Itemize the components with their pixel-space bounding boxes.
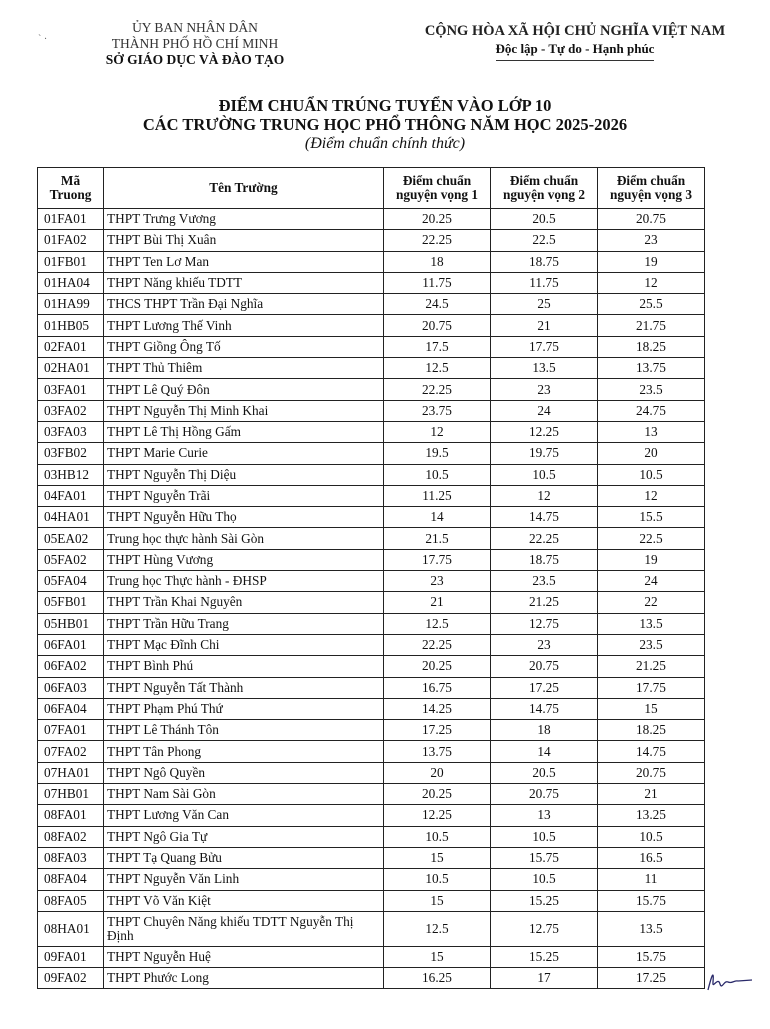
score-nv2-cell: 21.25	[491, 592, 598, 613]
score-nv1-cell: 22.25	[384, 230, 491, 251]
score-nv2-cell: 22.5	[491, 230, 598, 251]
score-nv1-cell: 16.75	[384, 677, 491, 698]
score-nv2-cell: 10.5	[491, 464, 598, 485]
score-nv2-cell: 20.5	[491, 762, 598, 783]
document-title-line-1: ĐIỂM CHUẨN TRÚNG TUYỂN VÀO LỚP 10	[218, 96, 552, 115]
score-nv2-cell: 10.5	[491, 826, 598, 847]
school-code-cell: 05FB01	[38, 592, 104, 613]
score-nv3-cell: 14.75	[598, 741, 705, 762]
department-name: SỞ GIÁO DỤC VÀ ĐÀO TẠO	[105, 52, 285, 67]
table-row	[38, 826, 705, 847]
school-name-cell: THPT Bùi Thị Xuân	[104, 230, 384, 251]
score-nv1-cell: 16.25	[384, 968, 491, 989]
score-nv3-cell: 23.5	[598, 379, 705, 400]
school-code-cell: 08FA05	[38, 890, 104, 911]
authority-line-2: THÀNH PHỐ HỒ CHÍ MINH	[111, 36, 279, 51]
score-nv2-cell: 23	[491, 379, 598, 400]
table-row	[38, 911, 705, 946]
score-nv3-cell: 19	[598, 251, 705, 272]
school-code-cell: 01FB01	[38, 251, 104, 272]
header-score-nv1	[384, 168, 491, 209]
score-nv2-cell: 17.75	[491, 336, 598, 357]
document-title-block	[0, 96, 770, 154]
authority-line-1: ỦY BAN NHÂN DÂN	[132, 20, 258, 35]
score-nv1-cell: 12	[384, 421, 491, 442]
score-nv2-cell: 15.25	[491, 946, 598, 967]
score-nv3-cell: 18.25	[598, 336, 705, 357]
score-nv2-cell: 23.5	[491, 571, 598, 592]
school-name-cell: THPT Giồng Ông Tố	[104, 336, 384, 357]
school-code-cell: 03HB12	[38, 464, 104, 485]
score-nv2-cell: 13	[491, 805, 598, 826]
motto-underline	[496, 60, 654, 61]
score-nv2-cell: 12.75	[491, 613, 598, 634]
score-nv3-cell: 16.5	[598, 847, 705, 868]
school-code-cell: 06FA01	[38, 634, 104, 655]
table-row	[38, 379, 705, 400]
table-row	[38, 464, 705, 485]
score-nv3-cell: 15.75	[598, 890, 705, 911]
score-nv3-cell: 25.5	[598, 294, 705, 315]
score-nv3-cell: 13.25	[598, 805, 705, 826]
school-code-cell: 08FA01	[38, 805, 104, 826]
score-nv2-cell: 17	[491, 968, 598, 989]
table-row	[38, 358, 705, 379]
school-code-cell: 03FA01	[38, 379, 104, 400]
school-code-cell: 06FA02	[38, 656, 104, 677]
score-nv2-cell: 18.75	[491, 549, 598, 570]
score-nv2-cell: 20.75	[491, 656, 598, 677]
table-row	[38, 968, 705, 989]
score-nv1-cell: 22.25	[384, 634, 491, 655]
school-name-cell: THPT Mạc Đĩnh Chi	[104, 634, 384, 655]
table-row	[38, 698, 705, 719]
score-nv1-cell: 23.75	[384, 400, 491, 421]
table-row	[38, 720, 705, 741]
table-row	[38, 209, 705, 230]
table-row	[38, 294, 705, 315]
score-nv2-cell: 17.25	[491, 677, 598, 698]
score-nv3-cell: 23.5	[598, 634, 705, 655]
school-code-cell: 01FA01	[38, 209, 104, 230]
header-school-code-line-2: Truong	[49, 187, 92, 202]
school-name-cell: THPT Nguyễn Tất Thành	[104, 677, 384, 698]
score-nv2-cell: 14	[491, 741, 598, 762]
signature-icon	[704, 968, 756, 996]
score-nv2-cell: 13.5	[491, 358, 598, 379]
school-code-cell: 03FA02	[38, 400, 104, 421]
score-nv3-cell: 13	[598, 421, 705, 442]
score-nv1-cell: 11.75	[384, 272, 491, 293]
school-code-cell: 07HB01	[38, 784, 104, 805]
header-nv3-line-1: Điểm chuẩn	[616, 173, 686, 188]
score-nv1-cell: 12.25	[384, 805, 491, 826]
score-nv3-cell: 20.75	[598, 209, 705, 230]
school-name-cell: THPT Lê Quý Đôn	[104, 379, 384, 400]
school-name-cell: THPT Nguyễn Thị Minh Khai	[104, 400, 384, 421]
school-name-cell: THPT Ngô Gia Tự	[104, 826, 384, 847]
school-name-cell: THPT Tân Phong	[104, 741, 384, 762]
score-nv3-cell: 19	[598, 549, 705, 570]
school-name-cell: THPT Marie Curie	[104, 443, 384, 464]
score-nv1-cell: 12.5	[384, 911, 491, 946]
score-nv2-cell: 12	[491, 485, 598, 506]
school-name-cell: THPT Lương Văn Can	[104, 805, 384, 826]
table-row	[38, 251, 705, 272]
score-nv2-cell: 22.25	[491, 528, 598, 549]
score-nv3-cell: 18.25	[598, 720, 705, 741]
score-nv2-cell: 14.75	[491, 698, 598, 719]
table-row	[38, 869, 705, 890]
school-code-cell: 04HA01	[38, 507, 104, 528]
table-row	[38, 784, 705, 805]
score-nv1-cell: 17.5	[384, 336, 491, 357]
score-nv3-cell: 21	[598, 784, 705, 805]
table-row	[38, 485, 705, 506]
school-name-cell: THPT Ngô Quyền	[104, 762, 384, 783]
national-header	[380, 22, 770, 61]
school-name-cell: THPT Phạm Phú Thứ	[104, 698, 384, 719]
score-nv3-cell: 23	[598, 230, 705, 251]
table-row	[38, 613, 705, 634]
table-row	[38, 656, 705, 677]
table-row	[38, 272, 705, 293]
school-name-cell: THPT Nguyễn Văn Linh	[104, 869, 384, 890]
table-row	[38, 400, 705, 421]
score-nv3-cell: 20	[598, 443, 705, 464]
score-nv1-cell: 22.25	[384, 379, 491, 400]
school-code-cell: 01FA02	[38, 230, 104, 251]
table-row	[38, 805, 705, 826]
score-nv3-cell: 13.5	[598, 911, 705, 946]
header-nv3-line-2: nguyện vọng 3	[609, 187, 693, 202]
score-nv3-cell: 21.75	[598, 315, 705, 336]
score-nv1-cell: 20.75	[384, 315, 491, 336]
score-nv2-cell: 15.25	[491, 890, 598, 911]
table-row	[38, 677, 705, 698]
school-code-cell: 05FA02	[38, 549, 104, 570]
school-name-cell: THPT Lương Thế Vinh	[104, 315, 384, 336]
table-row	[38, 741, 705, 762]
table-row	[38, 946, 705, 967]
table-row	[38, 847, 705, 868]
table-row	[38, 336, 705, 357]
score-nv3-cell: 12	[598, 272, 705, 293]
score-nv3-cell: 15.75	[598, 946, 705, 967]
school-code-cell: 05EA02	[38, 528, 104, 549]
score-nv1-cell: 20.25	[384, 209, 491, 230]
score-nv3-cell: 17.25	[598, 968, 705, 989]
school-name-cell: THPT Trần Khai Nguyên	[104, 592, 384, 613]
document-title-line-2: CÁC TRƯỜNG TRUNG HỌC PHỔ THÔNG NĂM HỌC 2025-2026	[142, 115, 628, 134]
school-name-cell: THPT Lê Thị Hồng Gấm	[104, 421, 384, 442]
school-name-cell: THPT Thủ Thiêm	[104, 358, 384, 379]
score-nv1-cell: 15	[384, 946, 491, 967]
score-nv3-cell: 24	[598, 571, 705, 592]
school-name-cell: THPT Nguyễn Huệ	[104, 946, 384, 967]
table-row	[38, 762, 705, 783]
school-code-cell: 08FA04	[38, 869, 104, 890]
score-nv2-cell: 24	[491, 400, 598, 421]
score-nv1-cell: 17.75	[384, 549, 491, 570]
school-code-cell: 01HA99	[38, 294, 104, 315]
score-nv1-cell: 12.5	[384, 613, 491, 634]
document-subtitle: (Điểm chuẩn chính thức)	[304, 135, 466, 152]
school-name-cell: THPT Hùng Vương	[104, 549, 384, 570]
score-nv3-cell: 15.5	[598, 507, 705, 528]
school-name-cell: THPT Nguyễn Trãi	[104, 485, 384, 506]
table-row	[38, 634, 705, 655]
table-row	[38, 507, 705, 528]
score-nv1-cell: 10.5	[384, 464, 491, 485]
score-nv1-cell: 20	[384, 762, 491, 783]
score-nv1-cell: 20.25	[384, 656, 491, 677]
score-nv1-cell: 21	[384, 592, 491, 613]
school-name-cell: THPT Nguyễn Thị Diệu	[104, 464, 384, 485]
score-nv3-cell: 12	[598, 485, 705, 506]
score-nv1-cell: 23	[384, 571, 491, 592]
school-code-cell: 08FA02	[38, 826, 104, 847]
school-code-cell: 09FA02	[38, 968, 104, 989]
score-nv2-cell: 18.75	[491, 251, 598, 272]
table-row	[38, 549, 705, 570]
score-nv1-cell: 20.25	[384, 784, 491, 805]
score-nv2-cell: 25	[491, 294, 598, 315]
admission-scores-table	[37, 167, 705, 989]
table-header-row	[38, 168, 705, 209]
school-code-cell: 05FA04	[38, 571, 104, 592]
header-school-name: Tên Trường	[104, 168, 384, 209]
score-nv1-cell: 10.5	[384, 869, 491, 890]
school-code-cell: 07FA02	[38, 741, 104, 762]
table-row	[38, 230, 705, 251]
score-nv2-cell: 15.75	[491, 847, 598, 868]
school-name-cell: THPT Bình Phú	[104, 656, 384, 677]
score-nv1-cell: 15	[384, 847, 491, 868]
score-nv3-cell: 10.5	[598, 826, 705, 847]
score-nv1-cell: 19.5	[384, 443, 491, 464]
school-code-cell: 06FA03	[38, 677, 104, 698]
school-code-cell: 08FA03	[38, 847, 104, 868]
school-code-cell: 02HA01	[38, 358, 104, 379]
score-nv2-cell: 12.75	[491, 911, 598, 946]
school-code-cell: 05HB01	[38, 613, 104, 634]
score-nv1-cell: 14	[384, 507, 491, 528]
header-score-nv2	[491, 168, 598, 209]
school-name-cell: Trung học thực hành Sài Gòn	[104, 528, 384, 549]
score-nv2-cell: 14.75	[491, 507, 598, 528]
school-code-cell: 03FB02	[38, 443, 104, 464]
school-name-cell: THPT Trần Hữu Trang	[104, 613, 384, 634]
score-nv2-cell: 21	[491, 315, 598, 336]
school-name-cell: THPT Ten Lơ Man	[104, 251, 384, 272]
score-nv1-cell: 10.5	[384, 826, 491, 847]
score-nv3-cell: 11	[598, 869, 705, 890]
score-nv1-cell: 12.5	[384, 358, 491, 379]
school-code-cell: 01HA04	[38, 272, 104, 293]
header-school-code-line-1: Mã	[60, 173, 81, 188]
score-nv3-cell: 13.5	[598, 613, 705, 634]
score-nv3-cell: 10.5	[598, 464, 705, 485]
score-nv1-cell: 21.5	[384, 528, 491, 549]
school-code-cell: 02FA01	[38, 336, 104, 357]
table-row	[38, 528, 705, 549]
score-nv1-cell: 11.25	[384, 485, 491, 506]
score-nv1-cell: 17.25	[384, 720, 491, 741]
school-name-cell: THPT Phước Long	[104, 968, 384, 989]
header-school-code	[38, 168, 104, 209]
school-name-cell: THPT Nam Sài Gòn	[104, 784, 384, 805]
score-nv1-cell: 14.25	[384, 698, 491, 719]
header-nv1-line-1: Điểm chuẩn	[402, 173, 472, 188]
issuing-authority	[60, 20, 330, 68]
school-name-cell: THPT Tạ Quang Bửu	[104, 847, 384, 868]
table-row	[38, 315, 705, 336]
school-name-cell: THPT Nguyễn Hữu Thọ	[104, 507, 384, 528]
header-nv1-line-2: nguyện vọng 1	[395, 187, 479, 202]
score-nv2-cell: 20.5	[491, 209, 598, 230]
score-nv2-cell: 18	[491, 720, 598, 741]
school-code-cell: 03FA03	[38, 421, 104, 442]
school-code-cell: 04FA01	[38, 485, 104, 506]
score-nv2-cell: 11.75	[491, 272, 598, 293]
score-nv3-cell: 13.75	[598, 358, 705, 379]
school-name-cell: THPT Năng khiếu TDTT	[104, 272, 384, 293]
score-nv1-cell: 18	[384, 251, 491, 272]
school-code-cell: 01HB05	[38, 315, 104, 336]
score-nv3-cell: 24.75	[598, 400, 705, 421]
score-nv2-cell: 19.75	[491, 443, 598, 464]
table-row	[38, 443, 705, 464]
school-code-cell: 07HA01	[38, 762, 104, 783]
school-code-cell: 07FA01	[38, 720, 104, 741]
score-nv2-cell: 20.75	[491, 784, 598, 805]
school-name-cell: THPT Lê Thánh Tôn	[104, 720, 384, 741]
score-nv3-cell: 22.5	[598, 528, 705, 549]
scan-mark: ` ·	[38, 34, 48, 45]
score-nv3-cell: 17.75	[598, 677, 705, 698]
national-title: CỘNG HÒA XÃ HỘI CHỦ NGHĨA VIỆT NAM	[424, 23, 726, 39]
score-nv3-cell: 21.25	[598, 656, 705, 677]
school-code-cell: 06FA04	[38, 698, 104, 719]
national-motto: Độc lập - Tự do - Hạnh phúc	[495, 41, 655, 56]
score-nv3-cell: 22	[598, 592, 705, 613]
header-nv2-line-1: Điểm chuẩn	[509, 173, 579, 188]
header-score-nv3	[598, 168, 705, 209]
table-row	[38, 421, 705, 442]
school-name-cell: THPT Võ Văn Kiệt	[104, 890, 384, 911]
score-nv1-cell: 13.75	[384, 741, 491, 762]
school-name-cell: THCS THPT Trần Đại Nghĩa	[104, 294, 384, 315]
school-name-cell: THPT Chuyên Năng khiếu TDTT Nguyễn Thị Định	[104, 911, 384, 946]
table-row	[38, 592, 705, 613]
score-nv2-cell: 10.5	[491, 869, 598, 890]
school-name-cell: Trung học Thực hành - ĐHSP	[104, 571, 384, 592]
score-nv1-cell: 24.5	[384, 294, 491, 315]
school-code-cell: 09FA01	[38, 946, 104, 967]
score-nv2-cell: 23	[491, 634, 598, 655]
score-nv3-cell: 15	[598, 698, 705, 719]
table-row	[38, 890, 705, 911]
score-nv2-cell: 12.25	[491, 421, 598, 442]
school-name-cell: THPT Trưng Vương	[104, 209, 384, 230]
score-nv3-cell: 20.75	[598, 762, 705, 783]
table-row	[38, 571, 705, 592]
score-nv1-cell: 15	[384, 890, 491, 911]
table-body	[38, 209, 705, 989]
header-nv2-line-2: nguyện vọng 2	[502, 187, 586, 202]
school-code-cell: 08HA01	[38, 911, 104, 946]
